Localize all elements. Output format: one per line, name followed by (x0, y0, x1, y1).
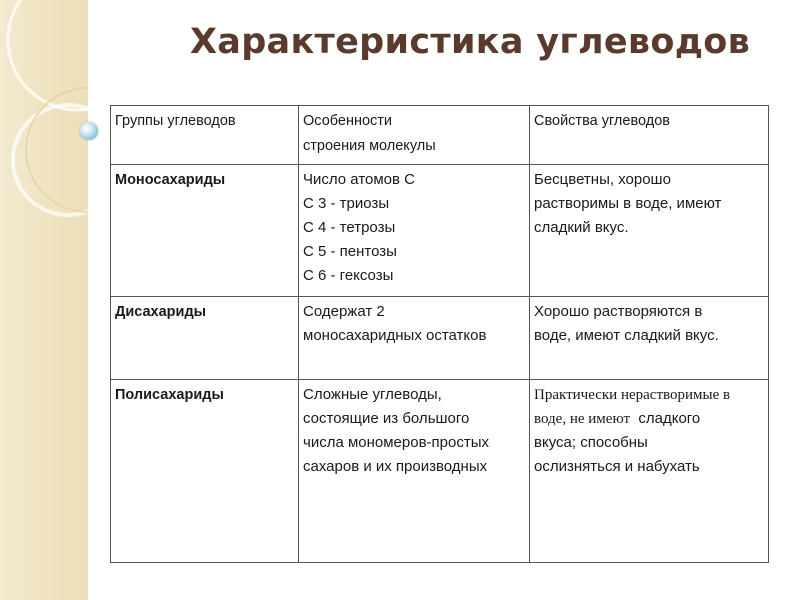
header-structure: Особенности строения молекулы (299, 106, 530, 165)
properties-cell: Бесцветны, хорошо растворимы в воде, имеют сладкий вкус. (530, 165, 769, 297)
table-header-row (111, 106, 769, 165)
group-name: Моносахариды (111, 165, 299, 297)
table-row (111, 297, 769, 380)
decorative-rings (0, 0, 88, 600)
header-groups: Группы углеводов (111, 106, 299, 165)
carbohydrates-table (110, 105, 769, 563)
decorative-side-band (0, 0, 88, 600)
decorative-bead-icon (80, 122, 98, 140)
structure-cell: Число атомов С С 3 - триозы С 4 - тетрозы С 5 - пентозы С 6 - гексозы (299, 165, 530, 297)
group-name: Дисахариды (111, 297, 299, 380)
structure-cell: Содержат 2 моносахаридных остатков (299, 297, 530, 380)
group-name: Полисахариды (111, 380, 299, 563)
table-row (111, 165, 769, 297)
header-properties: Свойства углеводов (530, 106, 769, 165)
slide-title: Характеристика углеводов (190, 22, 751, 62)
structure-cell: Сложные углеводы, состоящие из большого числа мономеров-простых сахаров и их производных (299, 380, 530, 563)
properties-cell: Хорошо растворяются в воде, имеют сладкий вкус. (530, 297, 769, 380)
properties-cell: Практически нерастворимые в воде, не имеют сладкого вкуса; способны ослизняться и набухать (530, 380, 769, 563)
table-row (111, 380, 769, 563)
